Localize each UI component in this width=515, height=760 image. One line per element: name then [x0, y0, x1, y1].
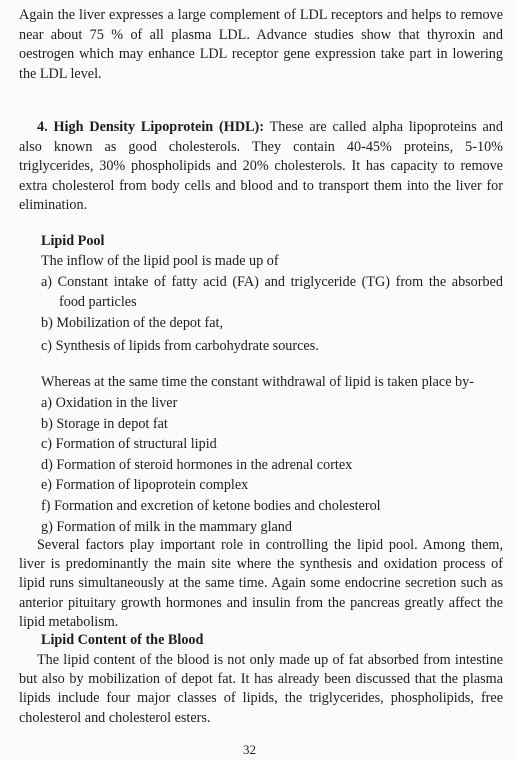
- paragraph-factors: Several factors play important role in controlling the lipid pool. Among them, liver is predominantly the main site where the synthesis and oxidation process of lipid runs simultaneously at the same time. Again some endocrine secretion such as anterior pituitary growth hormones and insulin from the pancreas greatly affect the lipid metabolism.: [19, 537, 503, 630]
- page-number: 32: [243, 742, 256, 757]
- hdl-text: These are called alpha lipoproteins and also known as good cholesterols. They contain 40-45% proteins, 5-10% triglycerides, 30% phospholipids and 20% cholesterols. It has capacity to remove extra cholesterol from body cells and blood and to transport them into the liver for elimination.: [19, 119, 503, 214]
- inflow-list: [19, 273, 503, 356]
- withdrawal-list: [19, 393, 503, 537]
- lipid-content-heading: Lipid Content of the Blood: [41, 632, 204, 648]
- inflow-item-text: a) Constant intake of fatty acid (FA) and triglyceride (TG) from the absorbed food particles: [41, 274, 503, 310]
- inflow-item: b) Mobilization of the depot fat,: [41, 315, 224, 332]
- withdrawal-item: e) Formation of lipoprotein complex: [41, 477, 249, 494]
- withdrawal-item: g) Formation of milk in the mammary gland: [41, 518, 292, 535]
- paragraph-ldl: Again the liver expresses a large complement of LDL receptors and helps to remove near about 75 % of all plasma LDL. Advance studies show that thyroxin and oestrogen which may enhance LDL receptor gene expression take part in lowering the LDL level.: [19, 7, 503, 82]
- withdrawal-item: d) Formation of steroid hormones in the adrenal cortex: [41, 456, 353, 473]
- hdl-heading: 4. High Density Lipoprotein (HDL):: [37, 119, 264, 135]
- lipid-pool-intro: The inflow of the lipid pool is made up of: [41, 253, 279, 269]
- lipid-pool-heading: Lipid Pool: [41, 233, 105, 249]
- withdrawal-item: f) Formation and excretion of ketone bodies and cholesterol: [41, 497, 381, 514]
- paragraph-hdl: [19, 118, 503, 216]
- withdrawal-intro: Whereas at the same time the constant withdrawal of lipid is taken place by-: [41, 374, 474, 390]
- inflow-item: [19, 273, 503, 312]
- withdrawal-item: b) Storage in depot fat: [41, 415, 168, 432]
- paragraph-lipid-content: The lipid content of the blood is not only made up of fat absorbed from intestine but also by mobilization of depot fat. It has already been discussed that the plasma lipids include four major classes of lipids, the triglycerides, phospholipids, free cholesterol and cholesterol esters.: [19, 652, 503, 726]
- withdrawal-item: a) Oxidation in the liver: [41, 395, 178, 411]
- withdrawal-item: c) Formation of structural lipid: [41, 436, 217, 453]
- inflow-item: c) Synthesis of lipids from carbohydrate sources.: [41, 337, 319, 354]
